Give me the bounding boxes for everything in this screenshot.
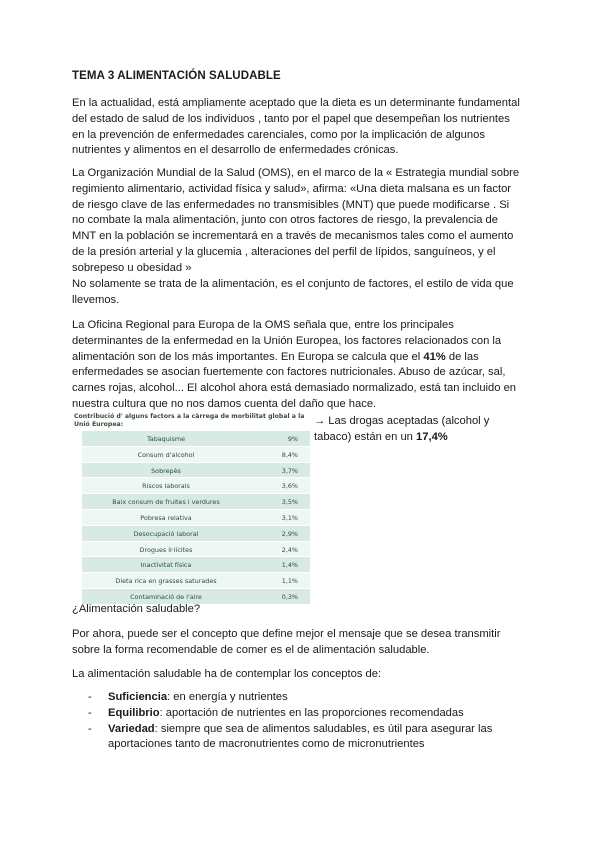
table-row-value: 1,1% bbox=[281, 577, 298, 586]
paragraph-europe-text-a: La Oficina Regional para Europa de la OMS señala que, entre los principales determinantes de la enfermedad en la Unión Europea, los factores relacionados con la alimentación son de los más importantes. En Europa se calcula que el bbox=[72, 319, 502, 363]
table-row-label: Riscos laborals bbox=[142, 482, 190, 491]
paragraph-oms: La Organización Mundial de la Salud (OMS), en el marco de la « Estrategia mundial sobre regimiento alimentario, actividad física y salud», afirma: «Una dieta malsana es un factor de riesgo clave de las enfermedades no transmisibles (MNT) que puede modificarse . Si no combate la mala alimentación, junto con otros factores de riesgo, la prevalencia de MNT en la población se incrementará en a través de mecanismos tales como el aumento de la presión arterial y la glucemia , alteraciones del perfil de lípidos, sanguíneos, y el sobrepeso u obesidad » bbox=[72, 167, 520, 274]
paragraph-intro: En la actualidad, está ampliamente aceptado que la dieta es un determinante fundamental del estado de salud de los individuos , tanto por el papel que desempeñan los nutrientes en la prevención de enfermedades carenciales, como por la implicación de algunos nutrientes y alimentos en el desarrollo de enfermedades crónicas. bbox=[72, 97, 520, 157]
paragraph-europe-text-b: de las enfermedades se asocian fuertemente con factores nutricionales. Abuso de azúcar, sal, carnes rojas, alcohol... El alcohol ahora está demasiado normalizado, está tan incluido en nuestra cultura que no nos damos cuenta del daño que hace. bbox=[72, 350, 517, 410]
table-row bbox=[82, 478, 310, 494]
document-title: TEMA 3 ALIMENTACIÓN SALUDABLE bbox=[72, 70, 281, 82]
table-row-label: Consum d'alcohol bbox=[137, 450, 195, 459]
list-item-text: : aportación de nutrientes en las proporciones recomendadas bbox=[159, 706, 464, 719]
table-row-value: 9% bbox=[287, 435, 298, 443]
side-note-text: Las drogas aceptadas (alcohol y tabaco) están en un bbox=[314, 415, 490, 443]
morbidity-table bbox=[82, 431, 310, 605]
table-row-label: Baix consum de fruites i verdures bbox=[112, 498, 220, 507]
table-row-label: Tabaquisme bbox=[146, 435, 186, 443]
list-dash: - bbox=[88, 706, 92, 719]
table-row-label: Inactivitat física bbox=[140, 561, 192, 570]
list-item-term: Variedad bbox=[108, 722, 155, 735]
morbidity-table-image bbox=[72, 412, 311, 601]
paragraph-europe bbox=[72, 318, 524, 413]
table-row bbox=[82, 526, 310, 542]
table-row-value: 3,5% bbox=[281, 498, 298, 507]
table-row-label: Desocupació laboral bbox=[133, 529, 199, 538]
table-row-value: 2,4% bbox=[281, 545, 298, 554]
table-row-value: 0,3% bbox=[281, 592, 298, 601]
list-item-term: Equilibrio bbox=[108, 706, 160, 719]
morbidity-table-title: Contribució d' alguns factors a la càrrega de morbilitat global a la Unió Europea: bbox=[74, 413, 305, 428]
table-row bbox=[82, 431, 310, 447]
table-row-label: Sobrepès bbox=[151, 466, 181, 475]
table-row-label: Dieta rica en grasses saturades bbox=[115, 577, 217, 586]
table-row bbox=[82, 542, 310, 558]
table-row bbox=[82, 463, 310, 479]
table-row-value: 3,6% bbox=[281, 482, 298, 491]
list-item bbox=[88, 706, 524, 722]
side-note bbox=[314, 414, 514, 446]
paragraph-lifestyle: No solamente se trata de la alimentación, es el conjunto de factores, el estilo de vida que llevemos. bbox=[72, 278, 514, 306]
list-item bbox=[88, 722, 524, 754]
table-row-label: Drogues il·lícites bbox=[139, 545, 193, 554]
paragraph-concepts: La alimentación saludable ha de contemplar los conceptos de: bbox=[72, 668, 382, 680]
side-note-percent: 17,4% bbox=[416, 430, 448, 443]
arrow-icon: → bbox=[314, 415, 326, 427]
table-row-label: Pobresa relativa bbox=[140, 513, 192, 522]
list-item-term: Suficiencia bbox=[108, 691, 168, 703]
table-row-value: 1,4% bbox=[281, 561, 298, 570]
list-dash: - bbox=[88, 691, 92, 703]
table-row bbox=[82, 494, 310, 510]
table-row-value: 3,7% bbox=[281, 466, 298, 475]
concepts-list bbox=[88, 690, 524, 753]
table-row bbox=[82, 510, 310, 526]
table-row-value: 2,9% bbox=[281, 529, 298, 538]
list-dash: - bbox=[88, 722, 92, 735]
table-row bbox=[82, 447, 310, 463]
paragraph-question: ¿Alimentación saludable? bbox=[72, 603, 201, 615]
table-row bbox=[82, 557, 310, 573]
table-row-value: 8,4% bbox=[281, 450, 298, 459]
list-item bbox=[88, 690, 524, 706]
table-row-label: Contaminació de l'aire bbox=[130, 592, 202, 601]
list-item-text: : en energía y nutrientes bbox=[167, 691, 288, 703]
table-row bbox=[82, 573, 310, 589]
table-row-value: 3,1% bbox=[281, 513, 298, 522]
paragraph-definition: Por ahora, puede ser el concepto que define mejor el mensaje que se desea transmitir sobre la forma recomendable de comer es el de alimentación saludable. bbox=[72, 628, 501, 656]
list-item-text: : siempre que sea de alimentos saludables, es útil para asegurar las aportaciones tanto de macronutrientes como de micronutrientes bbox=[108, 722, 493, 751]
paragraph-europe-percent: 41% bbox=[423, 350, 446, 363]
